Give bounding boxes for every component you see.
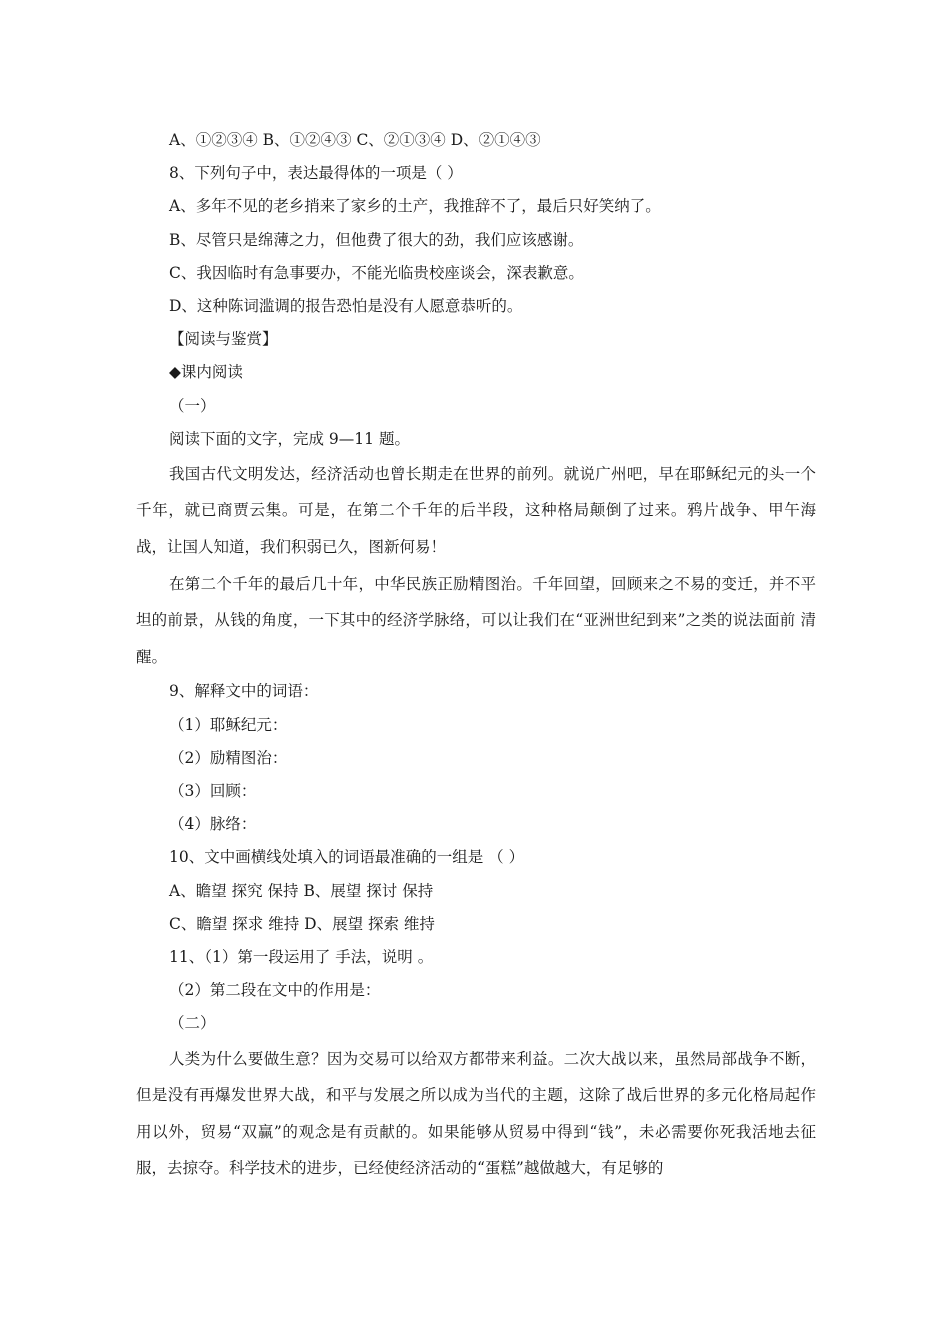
passage-one-paragraph-two: 在第二个千年的最后几十年，中华民族正励精图治。千年回望，回顾来之不易的变迁，并不平坦的前景，从钱的角度，一下其中的经济学脉络，可以让我们在“亚洲世纪到来”之类的说法面前 清醒。 — [136, 574, 816, 666]
q8-option-d: D、这种陈词滥调的报告恐怕是没有人愿意恭听的。 — [169, 296, 523, 315]
q11-part-2: （2）第二段在文中的作用是： — [169, 981, 381, 1000]
document-page — [136, 124, 816, 1187]
q10-options-cd: C、瞻望 探求 维持 D、展望 探索 维持 — [169, 914, 435, 933]
subsection-heading: ◆课内阅读 — [169, 363, 243, 382]
q10-options-ab: A、瞻望 探究 保持 B、展望 探讨 保持 — [169, 881, 434, 900]
q8-option-a: A、多年不见的老乡捎来了家乡的土产，我推辞不了，最后只好笑纳了。 — [169, 197, 661, 216]
q8-option-c: C、我因临时有急事要办，不能光临贵校座谈会，深表歉意。 — [169, 263, 584, 282]
q9-item-1: （1）耶稣纪元： — [169, 715, 288, 734]
read-instruction: 阅读下面的文字，完成 9—11 题。 — [169, 429, 410, 448]
passage-two-paragraph-one: 人类为什么要做生意？因为交易可以给双方都带来利益。二次大战以来，虽然局部战争不断，但是没有再爆发世界大战，和平与发展之所以成为当代的主题，这除了战后世界的多元化格局起作用以外，贸易“双赢”的观念是有贡献的。如果能够从贸易中得到“钱”，未必需要你死我活地去征服，去掠夺。科学技术的进步，已经使经济活动的“蛋糕”越做越大，有足够的 — [136, 1049, 816, 1178]
q9-stem: 9、解释文中的词语： — [169, 682, 319, 701]
q8-stem: 8、下列句子中，表达最得体的一项是（ ） — [169, 164, 463, 183]
q11-part-1: 11、（1）第一段运用了 手法，说明 。 — [169, 947, 434, 966]
part-two-label: （二） — [169, 1014, 216, 1033]
q9-item-2: （2）励精图治： — [169, 748, 288, 767]
q7-options: A、①②③④ B、①②④③ C、②①③④ D、②①④③ — [169, 131, 541, 149]
q8-option-b: B、尽管只是绵薄之力，但他费了很大的劲，我们应该感谢。 — [169, 230, 584, 249]
section-heading: 【阅读与鉴赏】 — [169, 330, 278, 349]
q10-stem: 10、文中画横线处填入的词语最准确的一组是 （ ） — [169, 848, 525, 867]
q9-item-4: （4）脉络： — [169, 815, 257, 834]
q9-item-3: （3）回顾： — [169, 782, 257, 800]
passage-one-paragraph-one: 我国古代文明发达，经济活动也曾长期走在世界的前列。就说广州吧，早在耶稣纪元的头一个千年，就已商贾云集。可是，在第二个千年的后半段，这种格局颠倒了过来。鸦片战争、甲午海战，让国人知道，我们积弱已久，图新何易！ — [136, 464, 816, 557]
part-one-label: （一） — [169, 396, 216, 415]
